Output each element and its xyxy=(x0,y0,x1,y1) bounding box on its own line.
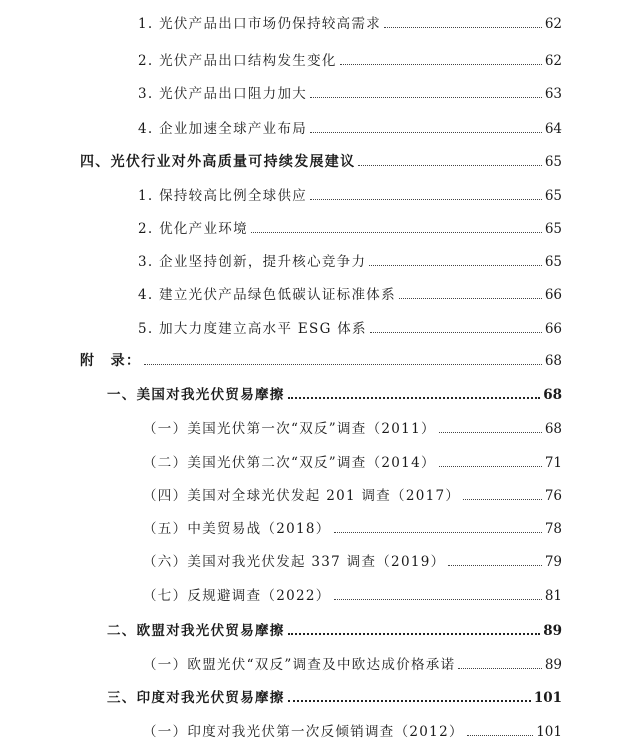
dot-leader xyxy=(369,265,542,266)
dot-leader xyxy=(334,599,542,600)
dot-leader xyxy=(340,64,542,65)
toc-entry[interactable] xyxy=(138,248,562,270)
toc-entry[interactable] xyxy=(143,548,562,570)
toc-entry[interactable] xyxy=(138,315,562,337)
toc-chapter-heading[interactable] xyxy=(107,684,562,706)
dot-leader xyxy=(288,700,531,702)
toc-entry[interactable] xyxy=(143,582,562,604)
dot-leader xyxy=(310,132,542,133)
toc-entry-label: （六）美国对我光伏发起 337 调查（2019） xyxy=(143,554,446,570)
toc-entry-label: 1. 保持较高比例全球供应 xyxy=(138,188,308,204)
dot-leader xyxy=(463,499,542,500)
toc-entry-label: （四）美国对全球光伏发起 201 调查（2017） xyxy=(143,488,461,504)
toc-entry-label: 一、美国对我光伏贸易摩擦 xyxy=(107,387,285,403)
toc-entry-label: （一）美国光伏第一次“双反”调查（2011） xyxy=(143,421,436,437)
toc-entry[interactable] xyxy=(138,10,562,32)
toc-chapter-heading[interactable] xyxy=(107,617,562,639)
toc-entry-page: 81 xyxy=(544,588,562,604)
dot-leader xyxy=(251,232,542,233)
dot-leader xyxy=(439,432,542,433)
toc-entry-label: 5. 加大力度建立高水平 ESG 体系 xyxy=(138,321,367,337)
dot-leader xyxy=(467,735,533,736)
toc-chapter-heading[interactable] xyxy=(107,381,562,403)
dot-leader xyxy=(370,332,542,333)
dot-leader xyxy=(439,466,542,467)
toc-entry[interactable] xyxy=(138,281,562,303)
dot-leader xyxy=(144,364,542,365)
toc-entry-page: 89 xyxy=(543,623,562,639)
toc-entry[interactable] xyxy=(143,515,562,537)
toc-entry-page: 64 xyxy=(544,121,562,137)
toc-entry-label: 4. 企业加速全球产业布局 xyxy=(138,121,308,137)
toc-entry[interactable] xyxy=(138,215,562,237)
dot-leader xyxy=(458,668,541,669)
toc-entry[interactable] xyxy=(143,482,562,504)
toc-entry-label: 1. 光伏产品出口市场仍保持较高需求 xyxy=(138,16,382,32)
toc-entry-page: 62 xyxy=(544,53,562,69)
toc-entry-page: 65 xyxy=(544,221,562,237)
toc-entry-page: 71 xyxy=(544,455,562,471)
dot-leader xyxy=(310,199,542,200)
toc-entry-label: 四、光伏行业对外高质量可持续发展建议 xyxy=(80,154,356,170)
toc-entry-page: 68 xyxy=(544,421,562,437)
dot-leader xyxy=(448,565,541,566)
toc-entry-page: 78 xyxy=(544,521,562,537)
toc-entry-label: （一）欧盟光伏“双反”调查及中欧达成价格承诺 xyxy=(143,657,456,673)
toc-entry-label: 2. 优化产业环境 xyxy=(138,221,248,237)
toc-entry-page: 66 xyxy=(544,321,562,337)
toc-section-heading[interactable] xyxy=(80,148,562,170)
toc-entry[interactable] xyxy=(143,718,562,740)
toc-entry[interactable] xyxy=(138,47,562,69)
toc-entry[interactable] xyxy=(138,182,562,204)
dot-leader xyxy=(358,165,541,166)
toc-entry-page: 101 xyxy=(536,724,562,740)
toc-entry[interactable] xyxy=(138,115,562,137)
toc-entry-page: 89 xyxy=(544,657,562,673)
toc-entry-label: （五）中美贸易战（2018） xyxy=(143,521,331,537)
dot-leader xyxy=(384,27,542,28)
toc-entry[interactable] xyxy=(143,651,562,673)
toc-entry-label: 4. 建立光伏产品绿色低碳认证标准体系 xyxy=(138,287,396,303)
toc-entry-page: 65 xyxy=(544,188,562,204)
toc-entry-label: 3. 企业坚持创新，提升核心竞争力 xyxy=(138,254,367,270)
toc-entry[interactable] xyxy=(138,80,562,102)
dot-leader xyxy=(288,397,541,399)
toc-entry-page: 79 xyxy=(544,554,562,570)
toc-entry-page: 66 xyxy=(544,287,562,303)
toc-appendix-heading[interactable] xyxy=(80,347,562,369)
toc-entry-page: 63 xyxy=(544,86,562,102)
toc-entry-page: 65 xyxy=(544,154,562,170)
dot-leader xyxy=(334,532,542,533)
toc-entry-label: （二）美国光伏第二次“双反”调查（2014） xyxy=(143,455,436,471)
toc-entry-label: 2. 光伏产品出口结构发生变化 xyxy=(138,53,337,69)
toc-entry-label: 3. 光伏产品出口阻力加大 xyxy=(138,86,308,102)
toc-entry[interactable] xyxy=(143,415,562,437)
toc-entry-label: 二、欧盟对我光伏贸易摩擦 xyxy=(107,623,285,639)
dot-leader xyxy=(310,97,542,98)
toc-entry-label: 三、印度对我光伏贸易摩擦 xyxy=(107,690,285,706)
toc-entry-label: （一）印度对我光伏第一次反倾销调查（2012） xyxy=(143,724,464,740)
toc-entry-label: 附 录： xyxy=(80,353,142,369)
toc-entry-label: （七）反规避调查（2022） xyxy=(143,588,331,604)
dot-leader xyxy=(288,633,541,635)
toc-entry-page: 68 xyxy=(543,387,562,403)
toc-entry-page: 76 xyxy=(544,488,562,504)
toc-entry-page: 65 xyxy=(544,254,562,270)
toc-entry-page: 62 xyxy=(544,16,562,32)
toc-entry-page: 101 xyxy=(533,690,562,706)
toc-entry[interactable] xyxy=(143,449,562,471)
dot-leader xyxy=(399,298,542,299)
toc-entry-page: 68 xyxy=(544,353,562,369)
